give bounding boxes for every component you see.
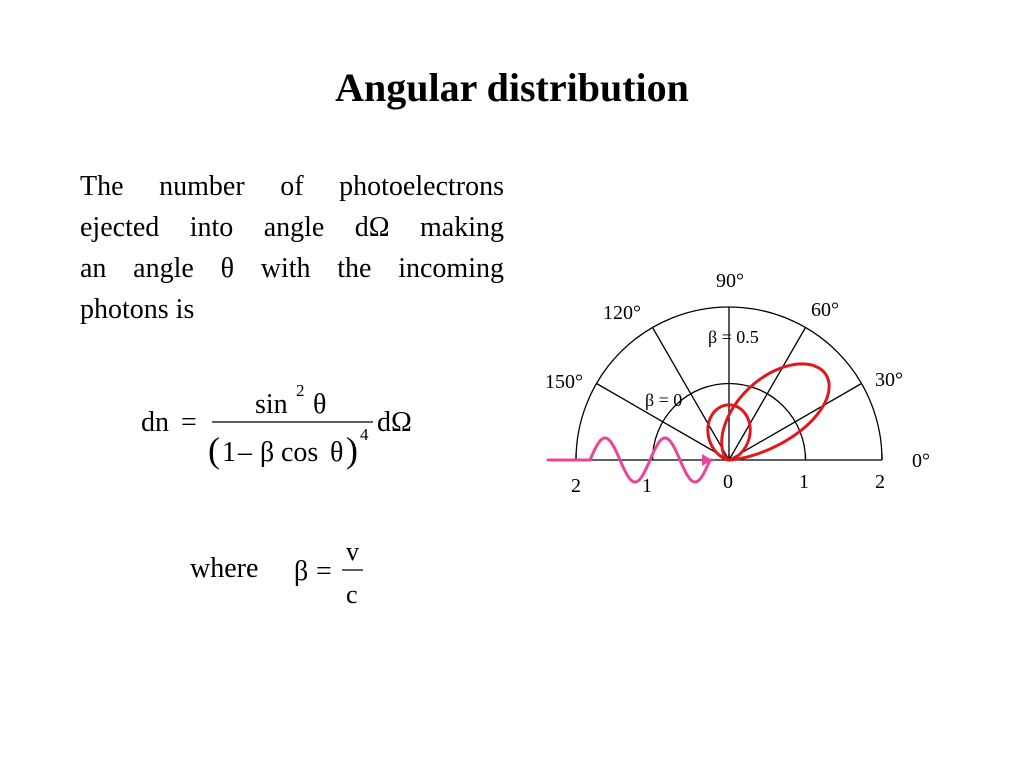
formula-denom-cos: cos (281, 437, 319, 468)
slide-title: Angular distribution (335, 65, 689, 110)
curve-label-beta-0: β = 0 (645, 390, 683, 410)
radial-label-right-2: 2 (875, 471, 885, 493)
description-line-2: ejected into angle dΩ making (80, 212, 504, 243)
radial-label-center-0: 0 (723, 471, 733, 493)
formula-denom-minus: – (238, 437, 252, 468)
where-beta: β (294, 556, 309, 587)
radial-label-left-2: 2 (571, 475, 581, 497)
where-equals: = (316, 556, 332, 587)
polar-spoke-60 (729, 328, 806, 461)
where-denominator: c (346, 580, 358, 609)
polar-curves (708, 364, 829, 460)
description-line-4: photons is (80, 294, 195, 325)
angle-label-0: 0° (912, 450, 930, 472)
description-line-3: an angle θ with the incoming (80, 253, 504, 284)
angle-label-90: 90° (716, 270, 744, 292)
formula-denom-open: ( (208, 430, 220, 470)
formula-numerator-var: θ (313, 389, 327, 420)
angle-label-30: 30° (875, 369, 903, 391)
formula-denom-beta: β (260, 437, 275, 468)
where-numerator: v (346, 537, 359, 566)
formula-numerator-power: 2 (296, 381, 305, 400)
radial-label-left-1: 1 (642, 475, 652, 497)
where-word: where (190, 553, 259, 584)
formula-equals: = (181, 407, 197, 438)
formula-numerator-func: sin (255, 389, 288, 420)
formula-trailing: dΩ (377, 407, 412, 438)
formula-denom-theta: θ (330, 437, 344, 468)
angle-label-150: 150° (545, 371, 583, 393)
formula-lhs: dn (141, 407, 169, 438)
angle-label-60: 60° (811, 299, 839, 321)
description-line-1: The number of photoelectrons (80, 171, 504, 202)
formula-denom-one: 1 (222, 437, 236, 468)
formula-denom-close: ) (346, 430, 358, 470)
radial-label-right-1: 1 (799, 471, 809, 493)
curve-label-beta-0-5: β = 0.5 (708, 327, 759, 347)
formula-denom-power: 4 (360, 425, 369, 444)
angle-label-120: 120° (603, 302, 641, 324)
